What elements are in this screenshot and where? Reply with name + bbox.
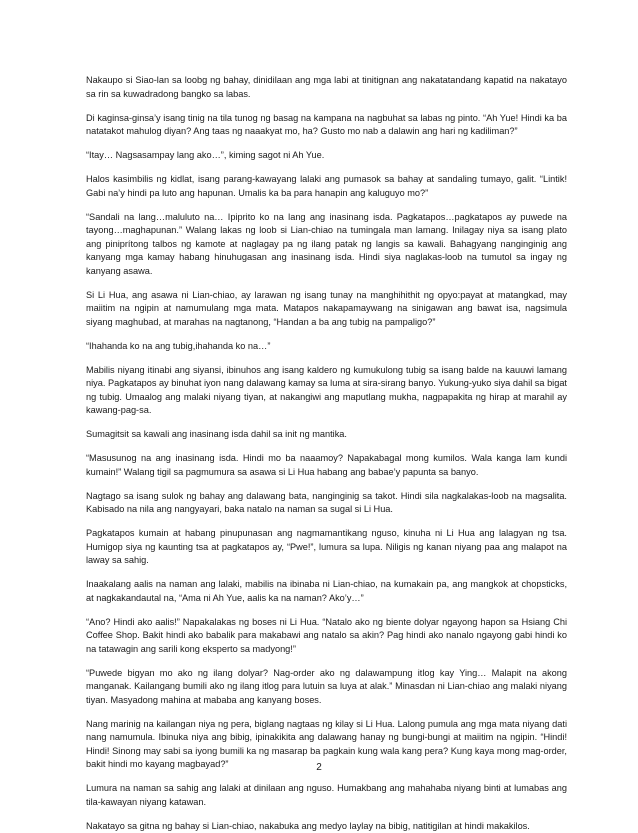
paragraph: “Sandali na lang…maluluto na… Ipiprito ko na lang ang inasinang isda. Pagkatapos…pagkatapos ay puwede na tayong…maghapunan.” Walang lakas ng loob si Lian-chiao na tumingala man lamang. Inilagay niya sa isang plato ang piniprítong talbos ng kamote at naglagay pa ng ilang patak ng langis sa kawali. Bahagyang nanginginig ang kanyang mga kamay habang hinuhugasan ang inasinang isda. Hindi siya naglakas-loob na tumutol sa ingay ng kanyang asawa. [86, 211, 567, 279]
paragraph: Pagkatapos kumain at habang pinupunasan ang nagmamantikang nguso, kinuha ni Li Hua ang lalagyan ng tsa. Humigop siya ng kaunting tsa at pagkatapos ay, “Pwe!”, lumura sa lupa. Niligis ng kanan niyang paa ang malapot na laway sa sahig. [86, 527, 567, 568]
paragraph: Sumagitsit sa kawali ang inasinang isda dahil sa init ng mantika. [86, 428, 567, 442]
paragraph: Halos kasimbilis ng kidlat, isang parang-kawayang lalaki ang pumasok sa bahay at sandaling tumayo, galit. “Lintik! Gabi na’y hindi pa luto ang hapunan. Umalis ka ba para hanapin ang kaluguyo mo?” [86, 173, 567, 200]
body-text [86, 74, 567, 833]
paragraph: Nakaupo si Siao-lan sa loobg ng bahay, dinidilaan ang mga labi at tinitignan ang nakatatandang kapatid na nakatayo sa rin sa kuwadradong bangko sa labas. [86, 74, 567, 101]
paragraph: Di kaginsa-ginsa’y isang tinig na tila tunog ng basag na kampana na nagbuhat sa labas ng pinto. “Ah Yue! Hindi ka ba natatakot mahulog diyan? Ang taas ng naaakyat mo, ha? Gusto mo nab a dalawin ang hari ng kadiliman?” [86, 112, 567, 139]
paragraph: Inaakalang aalis na naman ang lalaki, mabilis na ibinaba ni Lian-chiao, na kumakain pa, ang mangkok at chopsticks, at nagkakandautal na, “Ama ni Ah Yue, aalis ka na naman? Ako’y…” [86, 578, 567, 605]
paragraph: “Masusunog na ang inasinang isda. Hindi mo ba naaamoy? Napakabagal mong kumilos. Wala kanga lam kundi kumain!” Walang tigil sa pagmumura sa asawa si Li Hua habang ang babae’y papunta sa banyo. [86, 452, 567, 479]
paragraph: “Itay… Nagsasampay lang ako…”, kiming sagot ni Ah Yue. [86, 149, 567, 163]
paragraph: “Ano? Hindi ako aalis!” Napakalakas ng boses ni Li Hua. “Natalo ako ng biente dolyar ngayong hapon sa Hsiang Chi Coffee Shop. Bakit hindi ako babalik para makabawi ang natalo sa akin? Pag hindi ako nanalo ngayong gabi hindi ko na tatawagin ang sarili kong eksperto sa madyong!” [86, 616, 567, 657]
paragraph: Nakatayo sa gitna ng bahay si Lian-chiao, nakabuka ang medyo laylay na bibig, natitigilan at hindi makakilos. [86, 820, 567, 833]
page-number: 2 [0, 761, 638, 775]
paragraph: Lumura na naman sa sahig ang lalaki at dinilaan ang nguso. Humakbang ang mahahaba niyang binti at lumabas ang tila-kawayan niyang katawan. [86, 782, 567, 809]
paragraph: Nang marinig na kailangan niya ng pera, biglang nagtaas ng kilay si Li Hua. Lalong pumula ang mga mata niyang dati nang namumula. Ibinuka niya ang bibig, ipinakikita ang dalawang hanay ng bungi-bungi at maiitim na ngipin. “Hindi! Hindi! Sinong may sabi sa iyong bumili ka ng masarap ba pagkain kung wala kang pera? Kung kaya mong mag-order, bakit hindi mo kayang magbayad?” [86, 718, 567, 772]
paragraph: Si Li Hua, ang asawa ni Lian-chiao, ay larawan ng isang tunay na manghihithit ng opyo:payat at matangkad, may maiitim na ngipin at namumulang mga mata. Matapos nakapamaywang na sinigawan ang bawat isa, nagsimula siyang maghubad, at marahas na nagtanong, “Handan a ba ang tubig na pampaligo?” [86, 289, 567, 330]
paragraph: “Ihahanda ko na ang tubig,ihahanda ko na…” [86, 340, 567, 354]
paragraph: Mabilis niyang itinabi ang siyansi, ibinuhos ang isang kaldero ng kumukulong tubig sa isang balde na kauuwi lamang niya. Pagkatapos ay binuhat iyon nang dalawang kamay sa luma at sira-sirang banyo. Yukung-yuko siya dahil sa bigat ng tubig. Umaalog ang malaki niyang tiyan, at nakangiwi ang maputlang mukha, nagpapakita ng hirap at marahil ay kawang-pag-sa. [86, 364, 567, 418]
paragraph: “Puwede bigyan mo ako ng ilang dolyar? Nag-order ako ng dalawampung itlog kay Ying… Malapit na akong manganak. Kailangang bumili ako ng ilang itlog para lutuin sa luya at alak.” Minasdan ni Lian-chiao ang malaki niyang tiyan. Masyadong mahina at mababa ang kanyang boses. [86, 667, 567, 708]
paragraph: Nagtago sa isang sulok ng bahay ang dalawang bata, nanginginig sa takot. Hindi sila nagkalakas-loob na magsalita. Kabisado na nila ang nangyayari, baka natalo na naman sa sugal si Li Hua. [86, 490, 567, 517]
